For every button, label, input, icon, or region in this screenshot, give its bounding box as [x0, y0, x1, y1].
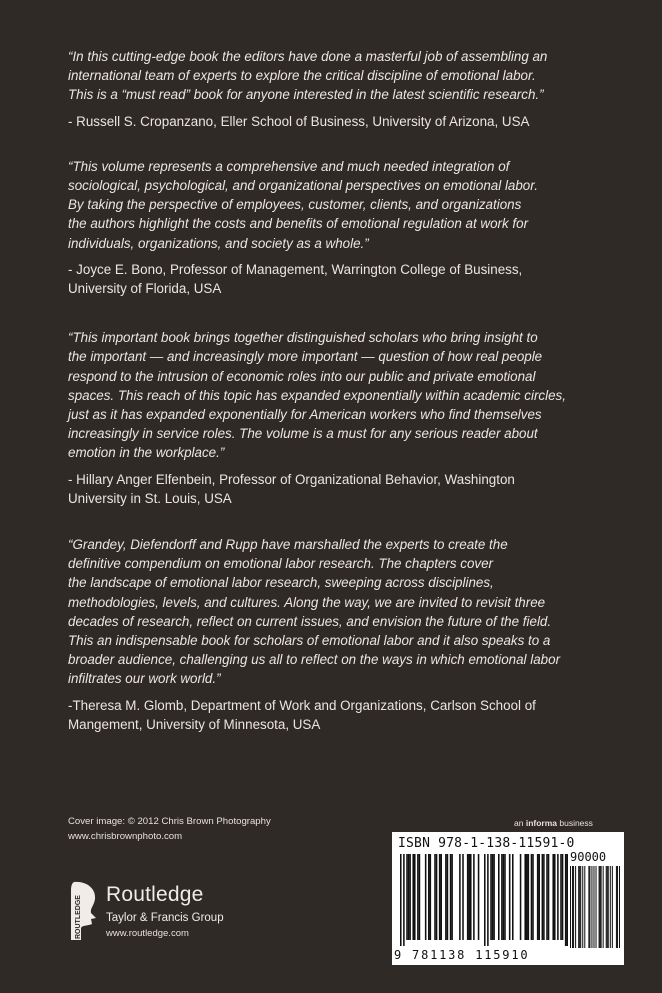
barcode-bar: [434, 854, 436, 940]
barcode-bar: [467, 854, 469, 940]
endorsement-bono: [68, 157, 628, 298]
barcode-bar: [599, 866, 600, 948]
isbn-label: ISBN 978-1-138-11591-0: [398, 836, 575, 851]
barcode-bar: [450, 854, 452, 940]
endorsement-quote: “In this cutting-edge book the editors have done a masterful job of assembling an international team of experts to explore the critical discipline of emotional labor. This is a “must read” book for anyone interested in the latest scientific research.”: [68, 49, 548, 103]
barcode-bar: [504, 854, 506, 940]
publisher-block: [66, 880, 286, 942]
cover-image-credit: Cover image: © 2012 Chris Brown Photography www.chrisbrownphoto.com: [68, 816, 271, 842]
publisher-group: Taylor & Francis Group: [106, 912, 224, 924]
barcode-bar: [538, 854, 540, 940]
barcode-bar: [560, 854, 562, 940]
barcode-bar: [528, 854, 530, 940]
endorsement-quote: “This important book brings together distinguished scholars who bring insight to the important — and increasingly more important — question of how real people respond to the intrusion of economic roles into our public and private emotional spaces. This reach of this topic has expanded exponentially within academic circles, just as it has expanded exponentially for American workers who find themselves increasingly in service roles. The volume is a must for any serious reader about emotion in the workplace.”: [68, 330, 566, 461]
barcode-bar: [580, 866, 581, 948]
barcode-bar: [607, 866, 608, 948]
barcode-bar: [582, 866, 583, 948]
barcode-bar: [572, 866, 573, 948]
informa-prefix: an: [514, 818, 526, 828]
endorsement-elfenbein: [68, 328, 628, 508]
barcode-bar: [468, 854, 470, 940]
barcode-bar: [579, 866, 580, 948]
barcode-bar: [470, 854, 472, 940]
barcode-bar: [584, 866, 585, 948]
barcode-bar: [512, 854, 514, 940]
barcode-bar: [509, 854, 511, 940]
barcode-bar: [419, 854, 421, 940]
barcode-bar: [501, 854, 503, 940]
publisher-name: Routledge: [106, 883, 204, 906]
barcode-bar: [600, 866, 601, 948]
barcode-bar: [439, 854, 441, 940]
barcode-bar: [610, 866, 611, 948]
barcode-bar: [606, 866, 607, 948]
barcode-bar: [403, 854, 405, 946]
barcode-bar: [546, 854, 548, 940]
barcode-bar: [425, 854, 427, 940]
barcode-bar: [484, 854, 486, 946]
barcode-bar: [562, 854, 564, 940]
informa-business-tag: [514, 818, 593, 828]
barcode-bar: [526, 854, 528, 940]
barcode-bar: [414, 854, 416, 940]
barcode-bar: [616, 866, 617, 948]
barcode-bar: [617, 866, 618, 948]
isbn-barcode: [392, 832, 624, 965]
endorsement-quote: “This volume represents a comprehensive and much needed integration of sociological, psychological, and organizational perspectives on emotional labor. By taking the perspective of employees, customer, clients, and organizations the authors highlight the costs and benefits of emotional regulation at work for individuals, organizations, and society as a whole.”: [68, 158, 538, 251]
barcode-bar: [406, 854, 408, 940]
barcode-digits: 9 781138 115910: [394, 948, 530, 962]
barcode-bar: [451, 854, 453, 940]
barcode-bar: [408, 854, 410, 940]
barcode-bar: [520, 854, 522, 940]
barcode-bar: [552, 854, 554, 940]
barcode-bar: [459, 854, 461, 940]
barcode-bar: [589, 866, 590, 948]
barcode-addon-code: 90000: [570, 850, 607, 864]
barcode-bar: [428, 854, 430, 940]
barcode-bar: [596, 866, 597, 948]
barcode-bar: [578, 866, 579, 948]
barcode-bar: [462, 854, 464, 940]
barcode-bar: [503, 854, 505, 940]
barcode-bar: [557, 854, 559, 940]
barcode-bar: [531, 854, 533, 940]
routledge-logo-icon: [66, 880, 102, 942]
barcode-addon-bars: [570, 866, 620, 948]
endorsement-attribution: - Joyce E. Bono, Professor of Management, Warrington College of Business, University of Florida, USA: [68, 261, 523, 297]
barcode-bar: [601, 866, 602, 948]
barcode-bar: [543, 854, 545, 940]
barcode-bar: [532, 854, 534, 940]
barcode-bar: [473, 854, 475, 940]
barcode-bar: [487, 854, 489, 946]
barcode-bar: [588, 866, 589, 948]
barcode-bar: [619, 866, 620, 948]
barcode-bar: [490, 854, 492, 940]
endorsements: [68, 47, 628, 734]
barcode-bar: [593, 866, 594, 948]
endorsement-attribution: - Hillary Anger Elfenbein, Professor of Organizational Behavior, Washington University in St. Louis, USA: [68, 471, 515, 506]
barcode-bar: [608, 866, 609, 948]
barcode-bar: [524, 854, 526, 940]
barcode-bar: [493, 854, 495, 940]
barcode-bar: [537, 854, 539, 940]
barcode-bar: [412, 854, 414, 940]
endorsement-attribution: - Russell S. Cropanzano, Eller School of Business, University of Arizona, USA: [68, 113, 530, 129]
endorsement-glomb: [68, 535, 628, 734]
barcode-bar: [570, 866, 571, 948]
barcode-main-bars: [400, 854, 568, 946]
informa-suffix: business: [557, 818, 593, 828]
barcode-bar: [566, 854, 568, 946]
barcode-bar: [612, 866, 613, 948]
barcode-bar: [554, 854, 556, 940]
barcode-bar: [436, 854, 438, 940]
barcode-bar: [591, 866, 592, 948]
barcode-bar: [445, 854, 447, 940]
publisher-url: www.routledge.com: [106, 928, 189, 939]
barcode-bar: [478, 854, 480, 940]
barcode-bar: [440, 854, 442, 940]
informa-brand: informa: [525, 818, 557, 828]
barcode-bar: [565, 854, 567, 946]
barcode-bar: [447, 854, 449, 940]
endorsement-attribution: -Theresa M. Glomb, Department of Work and Organizations, Carlson School of Mangement, University of Minnesota, USA: [68, 697, 536, 732]
barcode-bar: [417, 854, 419, 940]
barcode-bar: [603, 866, 604, 948]
endorsement-quote: “Grandey, Diefendorff and Rupp have marshalled the experts to create the definitive compendium on emotional labor research. The chapters cover the landscape of emotional labor research, sweeping across disciplines, methodologies, levels, and cultures. Along the way, we are invited to revisit three decades of research, reflect on current issues, and envision the future of the field. This an indispensable book for scholars of emotional labor and it also speaks to a broader audience, challenging us all to reflect on the ways in which emotional labor infiltrates our work world.”: [68, 537, 561, 687]
barcode-bar: [548, 854, 550, 940]
barcode-bar: [542, 854, 544, 940]
barcode-bar: [409, 854, 411, 940]
barcode-bar: [430, 854, 432, 940]
barcode-bar: [575, 866, 576, 948]
barcode-bar: [498, 854, 500, 940]
endorsement-cropanzano: [68, 47, 628, 131]
barcode-bar: [573, 866, 574, 948]
barcode-bar: [492, 854, 494, 940]
barcode-bar: [400, 854, 402, 946]
routledge-vertical-wordmark: ROUTLEDGE: [75, 895, 82, 939]
